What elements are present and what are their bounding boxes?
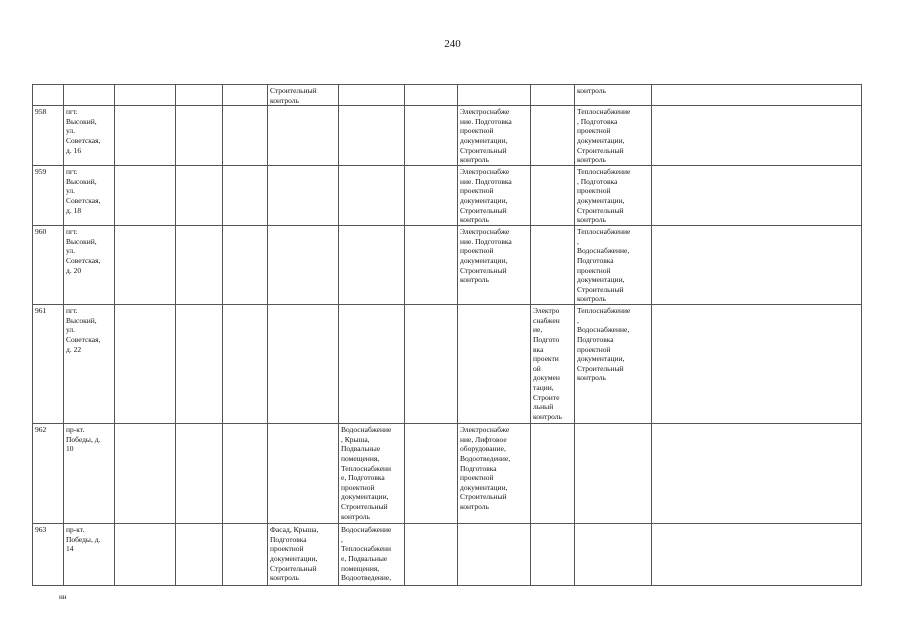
table-row	[33, 524, 862, 586]
col9-cell	[458, 85, 531, 106]
col5-cell	[223, 85, 268, 106]
footer-mark: нн	[59, 593, 67, 601]
row-number: 963	[33, 524, 64, 586]
col11-cell: контроль	[575, 85, 652, 106]
col5-cell	[223, 106, 268, 166]
col8-cell	[405, 226, 458, 305]
col3-cell	[115, 424, 176, 524]
table-row	[33, 166, 862, 226]
col11-cell: Теплоснабжение , Подготовка проектной документации, Строительный контроль	[575, 166, 652, 226]
col8-cell	[405, 424, 458, 524]
col9-cell	[458, 524, 531, 586]
col9-cell: Электроснабже ние. Подготовка проектной документации, Строительный контроль	[458, 226, 531, 305]
col7-cell	[339, 226, 405, 305]
col10-cell: Электро снабжен ие, Подгото вка проекти ой докумен тации, Строите льный контроль	[531, 305, 575, 424]
col4-cell	[176, 524, 223, 586]
col6-cell	[268, 106, 339, 166]
col6-cell	[268, 166, 339, 226]
col4-cell	[176, 424, 223, 524]
col5-cell	[223, 524, 268, 586]
col6-cell	[268, 226, 339, 305]
col3-cell	[115, 226, 176, 305]
col8-cell	[405, 106, 458, 166]
col3-cell	[115, 166, 176, 226]
col8-cell	[405, 85, 458, 106]
col4-cell	[176, 85, 223, 106]
col7-cell	[339, 166, 405, 226]
col4-cell	[176, 226, 223, 305]
row-number: 962	[33, 424, 64, 524]
address-cell: пр-кт. Победы, д. 14	[64, 524, 115, 586]
col9-cell	[458, 305, 531, 424]
col7-cell	[339, 106, 405, 166]
col11-cell	[575, 524, 652, 586]
col12-cell	[652, 85, 862, 106]
row-number: 959	[33, 166, 64, 226]
col10-cell	[531, 524, 575, 586]
col10-cell	[531, 424, 575, 524]
col3-cell	[115, 85, 176, 106]
table-row	[33, 106, 862, 166]
col12-cell	[652, 524, 862, 586]
address-cell: пгт. Высокий, ул. Советская, д. 16	[64, 106, 115, 166]
col6-cell: Строительный контроль	[268, 85, 339, 106]
col11-cell	[575, 424, 652, 524]
address-cell: пгт. Высокий, ул. Советская, д. 22	[64, 305, 115, 424]
col7-cell: Водоснабжение , Теплоснабжени e, Подвальные помещения, Водоотведение,	[339, 524, 405, 586]
col12-cell	[652, 106, 862, 166]
col5-cell	[223, 424, 268, 524]
address-cell	[64, 85, 115, 106]
col10-cell	[531, 166, 575, 226]
col6-cell	[268, 305, 339, 424]
col4-cell	[176, 106, 223, 166]
col7-cell	[339, 85, 405, 106]
table-body	[33, 85, 862, 586]
col11-cell: Теплоснабжение , Подготовка проектной документации, Строительный контроль	[575, 106, 652, 166]
col12-cell	[652, 166, 862, 226]
col12-cell	[652, 424, 862, 524]
col3-cell	[115, 305, 176, 424]
col8-cell	[405, 524, 458, 586]
row-number: 960	[33, 226, 64, 305]
col9-cell: Электроснабже ние. Подготовка проектной документации, Строительный контроль	[458, 106, 531, 166]
address-cell: пгт. Высокий, ул. Советская, д. 18	[64, 166, 115, 226]
col8-cell	[405, 305, 458, 424]
col4-cell	[176, 305, 223, 424]
address-cell: пгт. Высокий, ул. Советская, д. 20	[64, 226, 115, 305]
col9-cell: Электроснабже ние. Подготовка проектной документации, Строительный контроль	[458, 166, 531, 226]
table-row	[33, 85, 862, 106]
col7-cell: Водоснабжение , Крыша, Подвальные помещения, Теплоснабжени е, Подготовка проектной документации, Строительный контроль	[339, 424, 405, 524]
col8-cell	[405, 166, 458, 226]
col10-cell	[531, 106, 575, 166]
col3-cell	[115, 106, 176, 166]
works-table	[32, 84, 862, 586]
col5-cell	[223, 226, 268, 305]
col11-cell: Теплоснабжение , Водоснабжение, Подготовка проектной документации, Строительный контроль	[575, 226, 652, 305]
col4-cell	[176, 166, 223, 226]
col11-cell: Теплоснабжение , Водоснабжение, Подготовка проектной документации, Строительный контроль	[575, 305, 652, 424]
row-number	[33, 85, 64, 106]
address-cell: пр-кт. Победы, д. 10	[64, 424, 115, 524]
col12-cell	[652, 305, 862, 424]
col9-cell: Электроснабже ние, Лифтовое оборудование, Водоотведение, Подготовка проектной документации, Строительный контроль	[458, 424, 531, 524]
col12-cell	[652, 226, 862, 305]
col10-cell	[531, 226, 575, 305]
page-number: 240	[444, 38, 461, 50]
col10-cell	[531, 85, 575, 106]
col6-cell: Фасад, Крыша, Подготовка проектной документации, Строительный контроль	[268, 524, 339, 586]
col6-cell	[268, 424, 339, 524]
col5-cell	[223, 305, 268, 424]
row-number: 958	[33, 106, 64, 166]
col5-cell	[223, 166, 268, 226]
col3-cell	[115, 524, 176, 586]
row-number: 961	[33, 305, 64, 424]
col7-cell	[339, 305, 405, 424]
table-row	[33, 305, 862, 424]
table-row	[33, 226, 862, 305]
table-row	[33, 424, 862, 524]
